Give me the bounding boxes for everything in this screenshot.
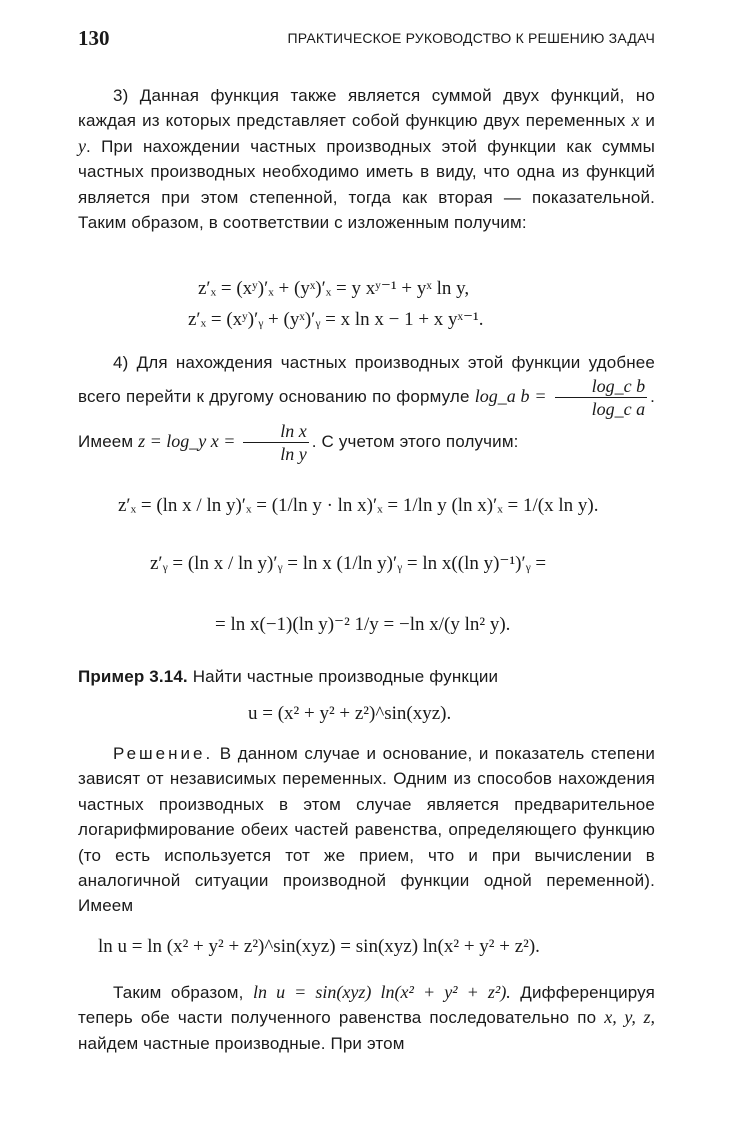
- final-equation: ln u = sin(xyz) ln(x² + y² + z²).: [252, 982, 511, 1002]
- final-vars: x, y, z,: [604, 1007, 655, 1028]
- part3-equation-1: z′ₓ = (xʸ)′ₓ + (yˣ)′ₓ = y xʸ⁻¹ + yˣ ln y,: [198, 278, 470, 299]
- solution-paragraph: [78, 741, 655, 919]
- final-lead: Таким образом,: [113, 983, 244, 1002]
- and-word: и: [645, 111, 655, 131]
- example-paragraph: [78, 664, 655, 689]
- final-text: Дифференцируя теперь обе части полученного равенства последовательно по: [78, 983, 655, 1028]
- page-number: 130: [78, 26, 110, 50]
- solution-equation: ln u = ln (x² + y² + z²)^sin(xyz) = sin(xyz) ln(x² + y² + z²).: [98, 936, 540, 957]
- final-paragraph: [78, 980, 655, 1056]
- z-definition: z = log_y x =: [138, 431, 236, 452]
- part3-equation-2: z′ₓ = (xʸ)′ᵧ + (yˣ)′ᵧ = x ln x − 1 + x yˣ⁻¹.: [188, 309, 484, 330]
- part4-equation-3: = ln x(−1)(ln y)⁻² 1/y = −ln x/(y ln² y).: [215, 614, 511, 635]
- part4-equation-1: z′ₓ = (ln x / ln y)′ₓ = (1/ln y · ln x)′ₓ = 1/ln y (ln x)′ₓ = 1/(x ln y).: [118, 495, 599, 516]
- running-title: ПРАКТИЧЕСКОЕ РУКОВОДСТВО К РЕШЕНИЮ ЗАДАЧ: [287, 30, 655, 46]
- log-formula-fraction: $\frac{\text{log\_c b}}{\text{log\_c a}}$: [555, 375, 648, 420]
- final-tail: найдем частные производные. При этом: [78, 1033, 405, 1053]
- part3-paragraph: [78, 83, 655, 235]
- log-formula-lhs: log_a b =: [474, 386, 547, 407]
- z-fraction: $\frac{\text{ln x}}{\text{ln y}}$: [243, 420, 309, 465]
- example-text: Найти частные производные функции: [192, 667, 499, 686]
- part4-equation-2: z′ᵧ = (ln x / ln y)′ᵧ = ln x (1/ln y)′ᵧ = ln x((ln y)⁻¹)′ᵧ =: [150, 553, 547, 574]
- have-word: . Имеем: [78, 387, 656, 452]
- example-title: Пример 3.14.: [78, 667, 188, 686]
- part4-tail: . С учетом этого получим:: [311, 432, 519, 452]
- part4-paragraph: [78, 350, 655, 465]
- part3-lead: 3) Данная функция также является суммой двух функций, но каждая из которых представляет собой функцию двух переменных: [78, 86, 655, 131]
- part3-text: . При нахождении частных производных этой функции как суммы частных производных необходимо иметь в виду, что одна из функций является при этом степенной, тогда как вторая — показательной. Таким образом, в соответствии с изложенным получим:: [78, 136, 655, 233]
- var-y: y: [78, 135, 86, 156]
- solution-text: В данном случае и основание, и показатель степени зависят от независимых переменных. Одним из способов нахождения частных производных в этом случае является предварительное логарифмирование обеих частей равенства, определяющего функцию (то есть используется тот же прием, что и при вычислении в аналогичной ситуации производной функции одной переменной). Имеем: [78, 744, 656, 916]
- solution-label: Решение.: [113, 744, 214, 763]
- example-formula: u = (x² + y² + z²)^sin(xyz).: [248, 703, 452, 724]
- page-header: [78, 26, 655, 50]
- part4-lead: 4) Для нахождения частных производных этой функции удобнее всего перейти к другому основанию по формуле: [78, 353, 655, 407]
- var-x: x: [631, 110, 640, 131]
